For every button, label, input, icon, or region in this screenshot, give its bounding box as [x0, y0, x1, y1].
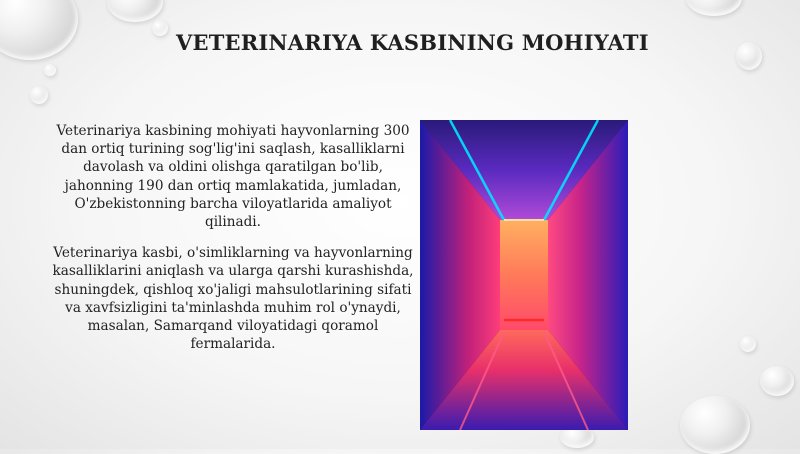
neon-corridor-illustration — [420, 120, 628, 430]
slide-body — [48, 122, 418, 353]
water-drop-decoration — [30, 86, 48, 104]
neon-corridor-image — [420, 120, 628, 430]
water-drop-decoration — [686, 0, 742, 16]
water-drop-decoration — [152, 20, 168, 36]
water-drop-decoration — [44, 64, 56, 76]
water-drop-decoration — [0, 0, 78, 60]
water-drop-decoration — [740, 336, 756, 352]
body-paragraph-1: Veterinariya kasbining mohiyati hayvonlarning 300 dan ortiq turining sog'lig'ini saqlash, kasalliklarni davolash va oldini olishga qaratilgan bo'lib, jahonning 190 dan ortiq mamlakatida, jumladan, O'zbekistonning barcha viloyatlarida amaliyot qilinadi. — [56, 123, 410, 231]
water-drop-decoration — [107, 0, 163, 22]
water-drop-decoration — [680, 396, 750, 454]
slide-title: VETERINARIYA KASBINING MOHIYATI — [176, 30, 649, 55]
water-drop-decoration — [760, 366, 794, 396]
body-paragraph-2: Veterinariya kasbi, o'simliklarning va hayvonlarning kasalliklarini aniqlash va ularga qarshi kurashishda, shuningdek, qishloq xo'jaligi mahsulotlarining sifati va xavfsizligini ta'minlashda muhim rol o'ynaydi, masalan, Samarqand viloyatidagi qoramol fermalarida. — [52, 245, 414, 353]
water-drop-decoration — [736, 42, 762, 70]
